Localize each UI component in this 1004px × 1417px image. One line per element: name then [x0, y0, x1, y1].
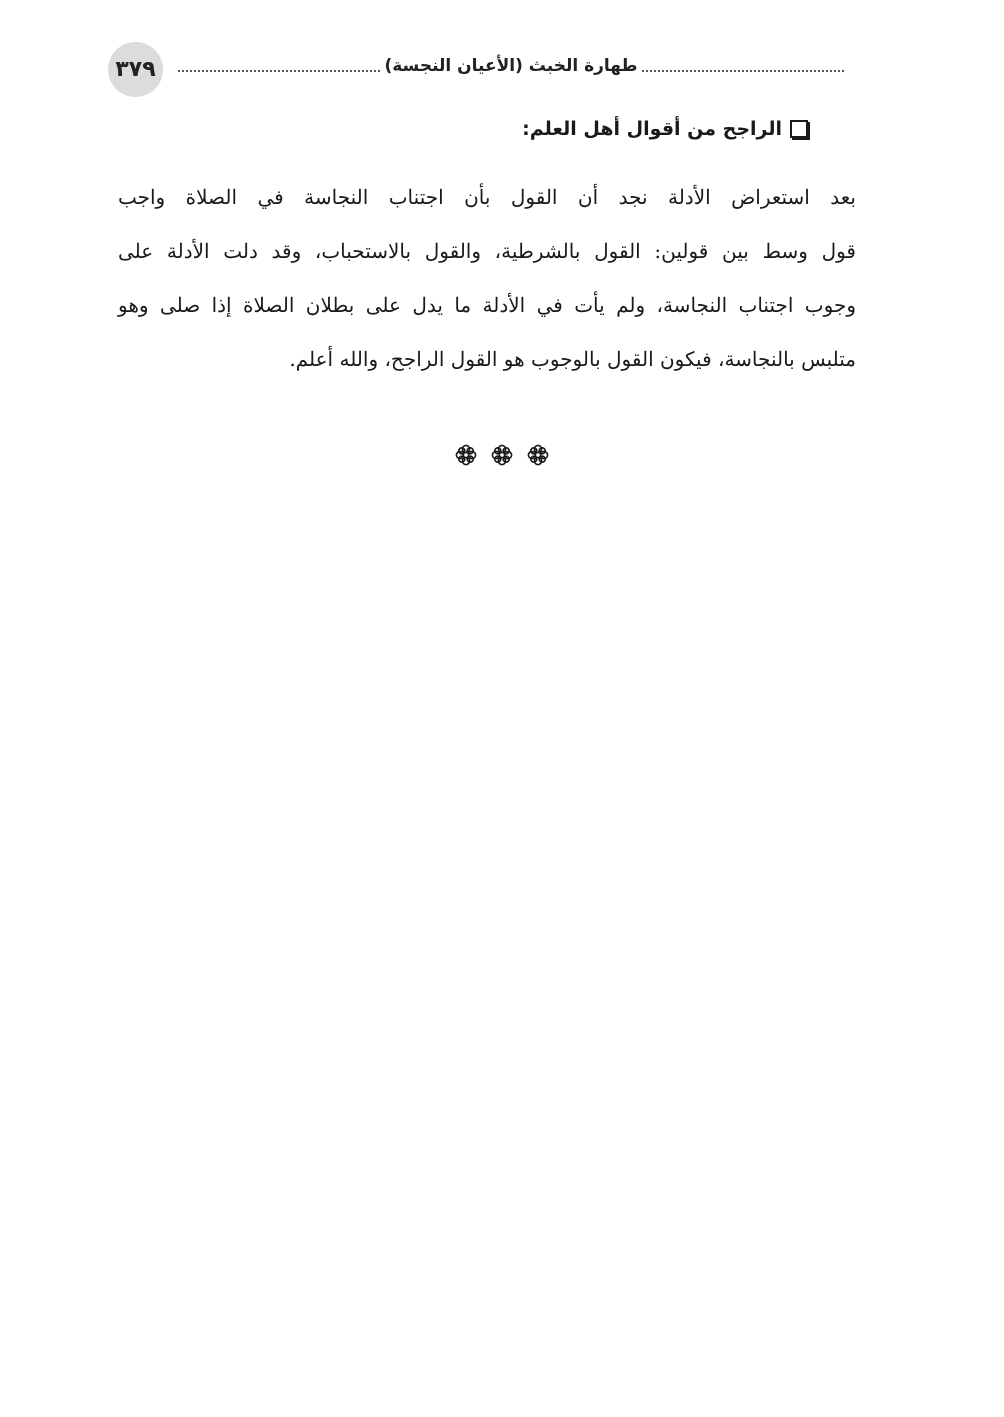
- section-heading-text: الراجح من أقوال أهل العلم:: [522, 118, 782, 140]
- header-dotted-rule-left: [178, 70, 380, 72]
- body-line: بعد استعراض الأدلة نجد أن القول بأن اجتناب النجاسة في الصلاة واجب: [118, 185, 856, 209]
- running-header: [178, 56, 844, 76]
- body-line: وجوب اجتناب النجاسة، ولم يأت في الأدلة ما يدل على بطلان الصلاة إذا صلى وهو: [118, 293, 856, 317]
- body-paragraph: [118, 170, 856, 386]
- page-number: ٣٧٩: [115, 57, 156, 82]
- flower-ornament-icon: [491, 444, 513, 466]
- body-line: قول وسط بين قولين: القول بالشرطية، والقول بالاستحباب، وقد دلت الأدلة على: [118, 239, 856, 263]
- page-number-badge: [108, 42, 163, 97]
- checkbox-square-icon: [790, 120, 808, 138]
- section-end-ornament: [0, 444, 1004, 466]
- flower-ornament-icon: [455, 444, 477, 466]
- section-heading: [522, 118, 808, 140]
- flower-ornament-icon: [527, 444, 549, 466]
- header-dotted-rule-right: [642, 70, 844, 72]
- running-title: طهارة الخبث (الأعيان النجسة): [384, 56, 638, 76]
- body-line: متلبس بالنجاسة، فيكون القول بالوجوب هو القول الراجح، والله أعلم.: [289, 347, 856, 371]
